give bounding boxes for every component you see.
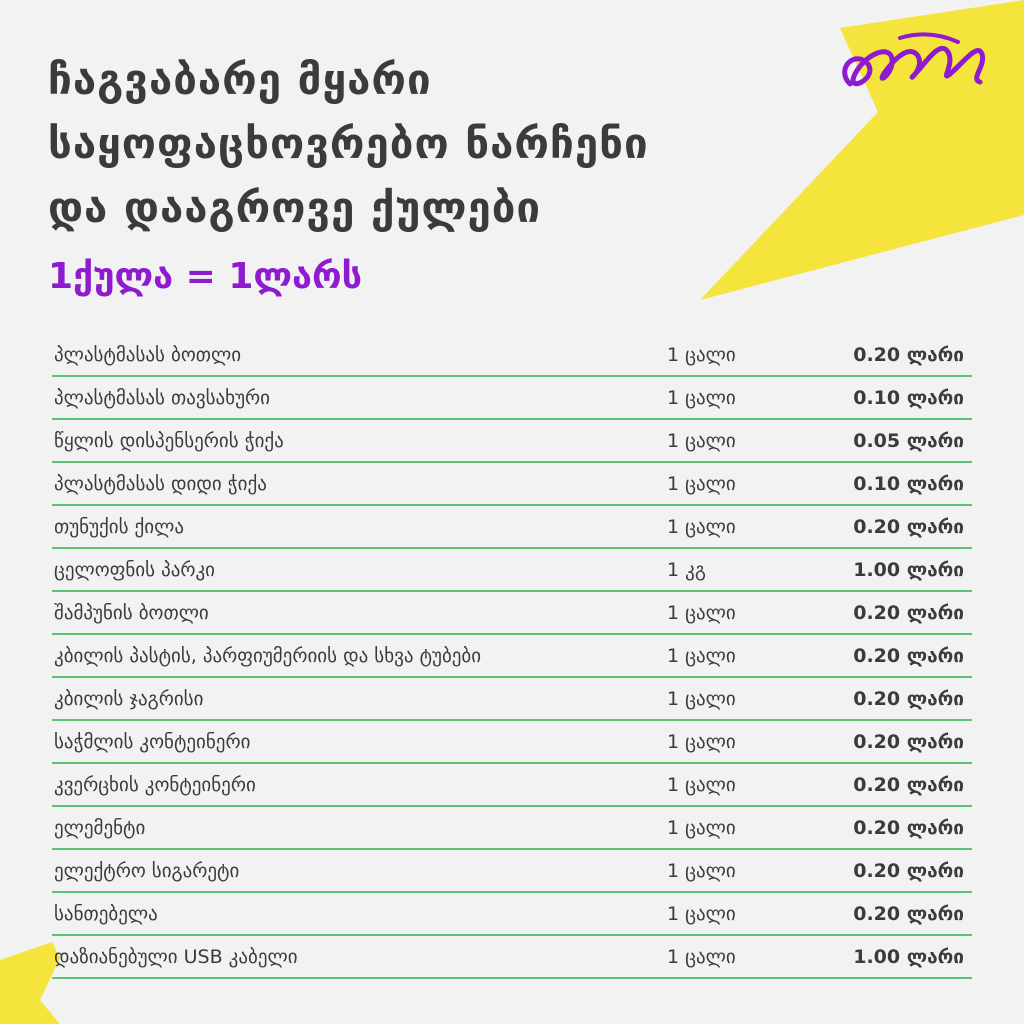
table-row — [52, 807, 972, 850]
item-quantity: 1 ცალი — [667, 860, 736, 882]
table-row — [52, 936, 972, 979]
item-name: კბილის პასტის, პარფიუმერიის და სხვა ტუბები — [54, 645, 482, 667]
item-price: 0.10 ლარი — [853, 473, 964, 495]
item-price: 0.20 ლარი — [853, 817, 964, 839]
item-price: 0.05 ლარი — [853, 430, 964, 452]
item-name: პლასტმასას დიდი ჭიქა — [54, 473, 267, 495]
item-name: კბილის ჯაგრისი — [54, 688, 204, 710]
item-name: პლასტმასას თავსახური — [54, 387, 270, 409]
item-quantity: 1 ცალი — [667, 387, 736, 409]
logo-stroke-2 — [900, 35, 958, 42]
page-title-line: და დააგროვე ქულები — [48, 183, 542, 232]
item-quantity: 1 ცალი — [667, 688, 736, 710]
item-price: 0.20 ლარი — [853, 731, 964, 753]
table-row — [52, 463, 972, 506]
table-row — [52, 635, 972, 678]
item-name: საჭმლის კონტეინერი — [54, 731, 251, 753]
item-name: შამპუნის ბოთლი — [54, 602, 209, 624]
item-name: თუნუქის ქილა — [54, 516, 184, 538]
item-name: დაზიანებული USB კაბელი — [54, 946, 298, 968]
item-price: 0.20 ლარი — [853, 903, 964, 925]
item-quantity: 1 ცალი — [667, 430, 736, 452]
item-price: 0.20 ლარი — [853, 774, 964, 796]
table-row — [52, 850, 972, 893]
price-list — [52, 334, 972, 979]
lightning-bolt-bottom-shape — [0, 942, 60, 1024]
item-quantity: 1 ცალი — [667, 946, 736, 968]
points-rate: 1ქულა = 1ლარს — [48, 256, 363, 297]
item-quantity: 1 ცალი — [667, 731, 736, 753]
item-price: 1.00 ლარი — [853, 946, 964, 968]
item-name: კვერცხის კონტეინერი — [54, 774, 256, 796]
item-quantity: 1 ცალი — [667, 817, 736, 839]
item-price: 0.20 ლარი — [853, 344, 964, 366]
item-name: წყლის დისპენსერის ჭიქა — [54, 430, 284, 452]
item-price: 0.20 ლარი — [853, 688, 964, 710]
item-name: ელემენტი — [54, 817, 146, 839]
item-quantity: 1 ცალი — [667, 903, 736, 925]
table-row — [52, 549, 972, 592]
item-name: ცელოფნის პარკი — [54, 559, 216, 581]
table-row — [52, 721, 972, 764]
item-name: ელექტრო სიგარეტი — [54, 860, 240, 882]
table-row — [52, 764, 972, 807]
item-quantity: 1 ცალი — [667, 602, 736, 624]
page-title-line: ჩაგვაბარე მყარი — [48, 55, 432, 104]
table-row — [52, 334, 972, 377]
item-name: სანთებელა — [54, 903, 158, 925]
item-price: 1.00 ლარი — [853, 559, 964, 581]
item-quantity: 1 ცალი — [667, 344, 736, 366]
table-row — [52, 678, 972, 721]
item-price: 0.10 ლარი — [853, 387, 964, 409]
page-title-line: საყოფაცხოვრებო ნარჩენი — [48, 119, 649, 168]
item-quantity: 1 ცალი — [667, 774, 736, 796]
table-row — [52, 893, 972, 936]
table-row — [52, 377, 972, 420]
item-price: 0.20 ლარი — [853, 860, 964, 882]
page-title — [48, 48, 928, 240]
item-price: 0.20 ლარი — [853, 645, 964, 667]
item-price: 0.20 ლარი — [853, 516, 964, 538]
item-price: 0.20 ლარი — [853, 602, 964, 624]
item-quantity: 1 კგ — [667, 559, 706, 581]
item-quantity: 1 ცალი — [667, 473, 736, 495]
table-row — [52, 506, 972, 549]
table-row — [52, 420, 972, 463]
item-quantity: 1 ცალი — [667, 645, 736, 667]
table-row — [52, 592, 972, 635]
item-name: პლასტმასას ბოთლი — [54, 344, 242, 366]
item-quantity: 1 ცალი — [667, 516, 736, 538]
